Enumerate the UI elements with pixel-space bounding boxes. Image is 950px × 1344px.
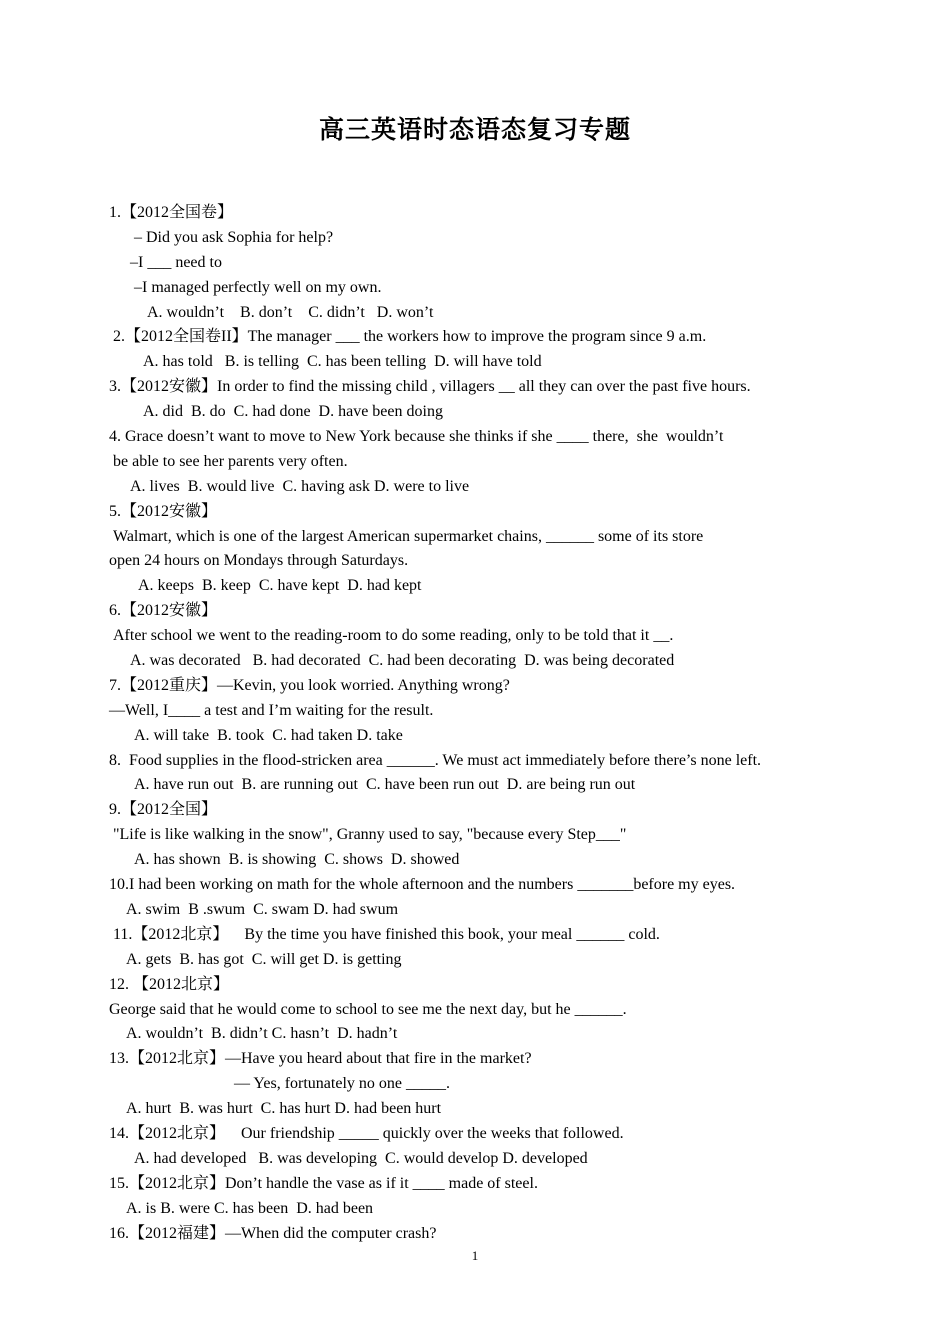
question-line: – Did you ask Sophia for help? — [134, 228, 334, 246]
option-line: A. has shown B. is showing C. shows D. showed — [134, 851, 460, 869]
question-line: 10.I had been working on math for the whole afternoon and the numbers _______before my eyes. — [109, 876, 736, 894]
option-line: A. hurt B. was hurt C. has hurt D. had been hurt — [126, 1100, 442, 1118]
question-line: open 24 hours on Mondays through Saturdays. — [109, 552, 409, 570]
question-line: After school we went to the reading-room to do some reading, only to be told that it __. — [113, 627, 674, 645]
option-line: A. keeps B. keep C. have kept D. had kept — [138, 577, 422, 595]
option-line: A. did B. do C. had done D. have been doing — [143, 403, 443, 421]
option-line: A. wouldn’t B. didn’t C. hasn’t D. hadn’t — [126, 1025, 398, 1043]
option-line: A. swim B .swum C. swam D. had swum — [126, 900, 399, 918]
question-line: 4. Grace doesn’t want to move to New York because she thinks if she ____ there, she wouldn’t — [109, 428, 724, 446]
question-line: 6.【2012安徽】 — [109, 602, 218, 620]
question-line: 1.【2012全国卷】 — [109, 204, 234, 221]
page-title: 高三英语时态语态复习专题 — [318, 115, 631, 144]
question-line: 7.【2012重庆】—Kevin, you look worried. Anything wrong? — [109, 676, 510, 694]
question-line: 9.【2012全国】 — [109, 801, 218, 819]
question-line: 12. 【2012北京】 — [109, 975, 230, 993]
question-line: George said that he would come to school to see me the next day, but he ______. — [109, 1000, 627, 1018]
question-line: 8. Food supplies in the flood-stricken area ______. We must act immediately before there’s none left. — [109, 751, 762, 769]
option-line: A. has told B. is telling C. has been telling D. will have told — [143, 353, 542, 371]
question-line: be able to see her parents very often. — [113, 452, 348, 470]
option-line: A. wouldn’t B. don’t C. didn’t D. won’t — [147, 303, 434, 321]
option-line: A. is B. were C. has been D. had been — [126, 1199, 374, 1217]
question-line: 5.【2012安徽】 — [109, 502, 218, 520]
question-line: 11.【2012北京】 By the time you have finished this book, your meal ______ cold. — [113, 925, 660, 943]
page-number: 1 — [471, 1248, 479, 1263]
question-line: —Well, I____ a test and I’m waiting for the result. — [109, 701, 434, 719]
question-line: — Yes, fortunately no one _____. — [234, 1075, 450, 1093]
question-line: "Life is like walking in the snow", Granny used to say, "because every Step___" — [113, 826, 627, 844]
option-line: A. had developed B. was developing C. would develop D. developed — [134, 1149, 588, 1167]
option-line: A. have run out B. are running out C. have been run out D. are being run out — [134, 776, 636, 794]
question-line: 16.【2012福建】—When did the computer crash? — [109, 1224, 437, 1242]
question-line: 3.【2012安徽】In order to find the missing child , villagers __ all they can over the past five hours. — [109, 378, 751, 396]
question-line: –I managed perfectly well on my own. — [134, 278, 382, 296]
question-line: –I ___ need to — [130, 253, 222, 271]
question-line: 15.【2012北京】Don’t handle the vase as if it ____ made of steel. — [109, 1174, 538, 1192]
question-line: 14.【2012北京】 Our friendship _____ quickly over the weeks that followed. — [109, 1124, 624, 1142]
option-line: A. lives B. would live C. having ask D. were to live — [130, 477, 470, 495]
option-line: A. will take B. took C. had taken D. take — [134, 726, 403, 744]
question-line: 2.【2012全国卷II】The manager ___ the workers how to improve the program since 9 a.m. — [113, 328, 707, 346]
question-line: Walmart, which is one of the largest American supermarket chains, ______ some of its store — [113, 527, 704, 545]
question-line: 13.【2012北京】—Have you heard about that fire in the market? — [109, 1050, 532, 1068]
question-list — [0, 201, 950, 1246]
option-line: A. gets B. has got C. will get D. is getting — [126, 950, 402, 968]
option-line: A. was decorated B. had decorated C. had been decorating D. was being decorated — [130, 652, 675, 670]
